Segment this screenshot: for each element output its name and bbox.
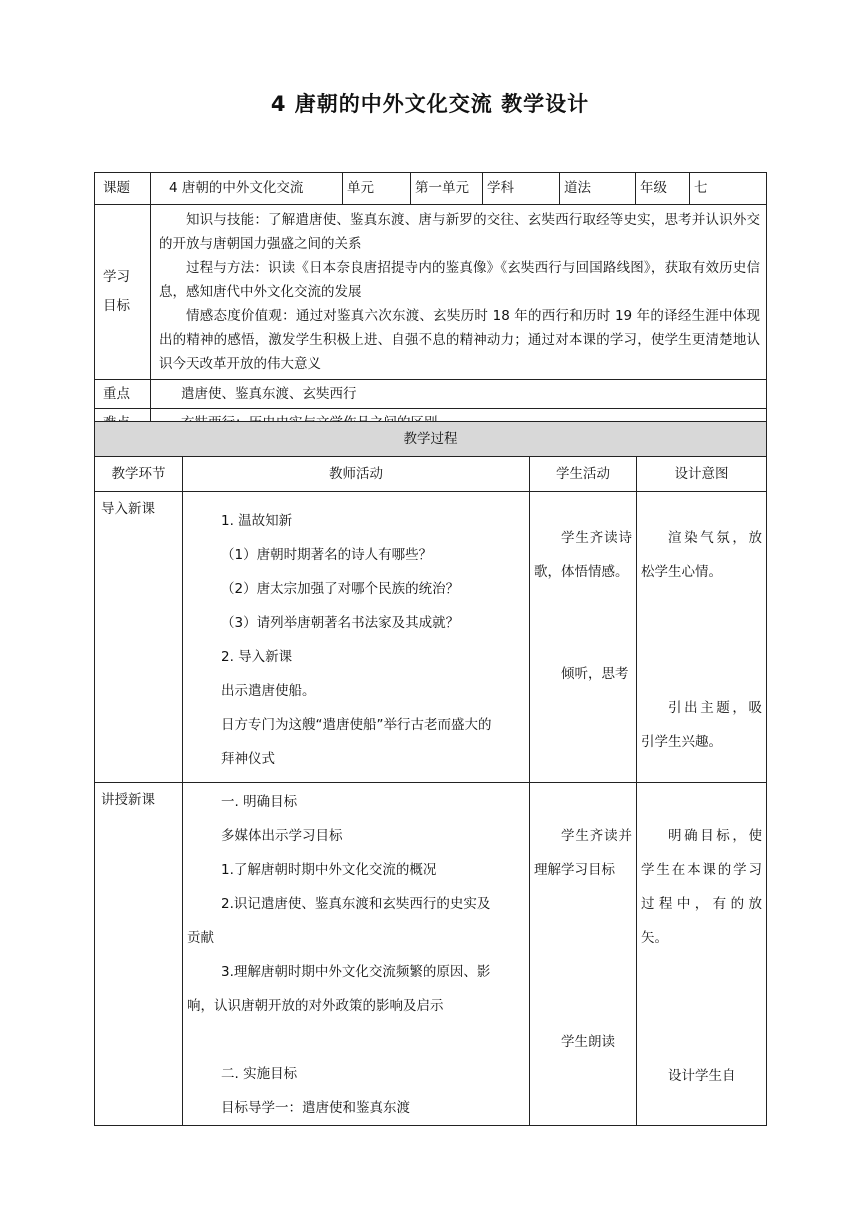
subject-value: 道法 [560,173,636,205]
teacher-line: 响，认识唐朝开放的对外政策的影响及启示 [187,998,444,1014]
teacher-line: （2）唐太宗加强了对哪个民族的统治？ [221,581,460,597]
header-teacher: 教师活动 [183,457,530,492]
header-intent: 设计意图 [637,457,767,492]
student-text: 学生朗读 [561,1034,615,1050]
student-text: 倾听，思考 [561,666,629,682]
teacher-activity-new-lesson [183,783,530,1126]
key-point-label: 重点 [95,380,151,409]
teacher-line: （1）唐朝时期著名的诗人有哪些？ [221,547,433,563]
teacher-line: 2. 导入新课 [221,649,293,665]
unit-label: 单元 [343,173,411,205]
goal-knowledge: 知识与技能：了解遣唐使、鉴真东渡、唐与新罗的交往、玄奘西行取经等史实，思考并认识外交的开放与唐朝国力强盛之间的关系 [159,212,760,252]
teacher-line: 拜神仪式 [221,751,275,767]
process-band: 教学过程 [95,422,767,457]
teacher-activity-intro [183,492,530,783]
teacher-line: 目标导学一：遣唐使和鉴真东渡 [221,1100,410,1116]
teacher-line: 1. 温故知新 [221,513,293,529]
header-student: 学生活动 [530,457,637,492]
process-table [94,421,767,1126]
intent-intro [637,492,767,783]
key-point-value: 遣唐使、鉴真东渡、玄奘西行 [151,380,767,409]
teacher-line: 二. 实施目标 [221,1066,298,1082]
subject-label: 学科 [483,173,560,205]
intent-text: 明确目标，使学生在本课的学习过程中，有的放矢。 [641,828,762,946]
info-table [94,172,767,439]
student-text: 学生齐读并理解学习目标 [534,828,632,878]
teacher-line: 贡献 [187,930,214,946]
teacher-line: 多媒体出示学习目标 [221,828,343,844]
student-activity-intro [530,492,637,783]
grade-label: 年级 [636,173,690,205]
teacher-line: 3.理解唐朝时期中外文化交流频繁的原因、影 [221,964,491,980]
unit-value: 第一单元 [411,173,483,205]
student-activity-new-lesson [530,783,637,1126]
teacher-line: （3）请列举唐朝著名书法家及其成就？ [221,615,460,631]
intent-text: 引出主题，吸引学生兴趣。 [641,700,762,750]
goals-content [151,205,767,380]
intent-new-lesson [637,783,767,1126]
grade-value: 七 [690,173,767,205]
header-stage: 教学环节 [95,457,183,492]
stage-intro: 导入新课 [95,492,183,783]
page-title: 4 唐朝的中外文化交流 教学设计 [270,92,590,116]
teacher-line: 出示遣唐使船。 [221,683,316,699]
student-text: 学生齐读诗歌，体悟情感。 [534,530,632,580]
teacher-line: 一. 明确目标 [221,794,298,810]
topic-label: 课题 [95,173,151,205]
goal-emotion: 情感态度价值观：通过对鉴真六次东渡、玄奘历时 18 年的西行和历时 19 年的译经生涯中体现出的精神的感悟，激发学生积极上进、自强不息的精神动力；通过对本课的学习，使学生更清楚地认识今天改革开放的伟大意义 [159,308,760,372]
teacher-line: 日方专门为这艘“遣唐使船”举行古老而盛大的 [221,717,492,733]
goals-label: 学习 目标 [95,205,151,380]
teacher-line: 1.了解唐朝时期中外文化交流的概况 [221,862,437,878]
intent-text: 设计学生自 [668,1068,736,1084]
intent-text: 渲染气氛，放松学生心情。 [641,530,762,580]
teacher-line: 2.识记遣唐使、鉴真东渡和玄奘西行的史实及 [221,896,491,912]
topic-value: 4 唐朝的中外文化交流 [151,173,343,205]
teacher-line [187,1023,525,1057]
goal-method: 过程与方法：识读《日本奈良唐招提寺内的鉴真像》《玄奘西行与回国路线图》，获取有效历史信息，感知唐代中外文化交流的发展 [159,260,760,300]
stage-new-lesson: 讲授新课 [95,783,183,1126]
